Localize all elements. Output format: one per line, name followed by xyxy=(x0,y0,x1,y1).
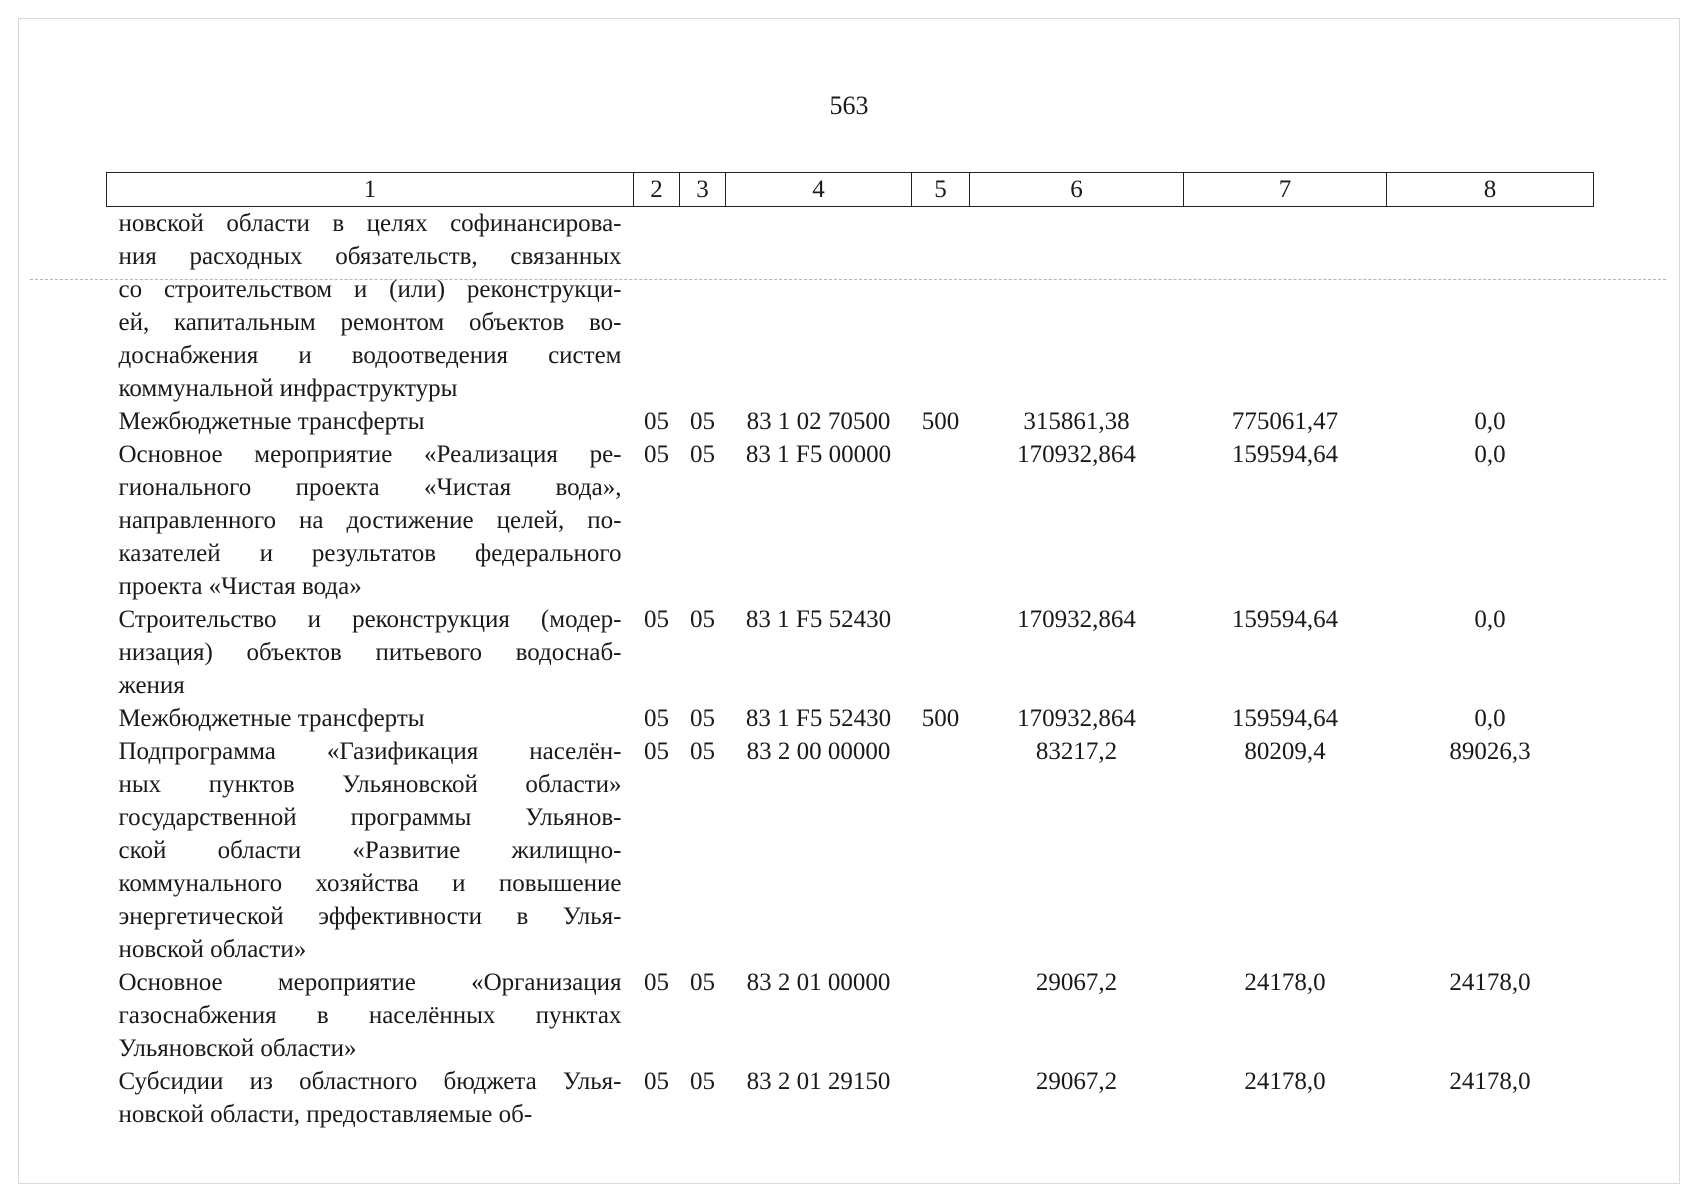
table-row xyxy=(107,966,1594,1065)
row-name-line: ных пунктов Ульяновской области» xyxy=(118,771,622,798)
row-name-line: государственной программы Ульянов- xyxy=(118,804,622,831)
amount-col-7-cell: 159594,64 xyxy=(1231,441,1339,468)
expense-type-cell xyxy=(912,603,970,702)
amount-col-7-cell: 159594,64 xyxy=(1231,606,1339,633)
row-name-line: со строительством и (или) реконструкци- xyxy=(118,276,622,303)
section-code-cell: 05 xyxy=(644,738,669,765)
target-article-cell: 83 2 01 00000 xyxy=(746,969,891,996)
target-article-cell: 83 2 00 00000 xyxy=(746,738,891,765)
table-header-row xyxy=(107,173,1594,207)
amount-col-6-cell: 170932,864 xyxy=(1017,705,1136,732)
table-row xyxy=(107,1065,1594,1131)
table-row xyxy=(107,207,1594,406)
table-row xyxy=(107,405,1594,438)
subsection-code-cell: 05 xyxy=(690,1068,715,1095)
amount-col-8-cell: 0,0 xyxy=(1474,441,1506,468)
amount-col-8-cell: 0,0 xyxy=(1474,408,1506,435)
row-name-cell xyxy=(107,1065,634,1131)
row-name-cell xyxy=(107,603,634,702)
row-name-line: коммунальной инфраструктуры xyxy=(118,375,458,402)
row-name-line: проекта «Чистая вода» xyxy=(118,573,362,600)
row-name-cell xyxy=(107,405,634,438)
subsection-code-cell: 05 xyxy=(690,408,715,435)
target-article-cell: 83 1 F5 52430 xyxy=(745,606,892,633)
target-article-cell: 83 2 01 29150 xyxy=(746,1068,891,1095)
expense-type-cell: 500 xyxy=(921,408,960,435)
table-row xyxy=(107,603,1594,702)
budget-table xyxy=(106,172,1594,1131)
section-code-cell: 05 xyxy=(644,606,669,633)
amount-col-6-cell: 170932,864 xyxy=(1017,606,1136,633)
row-name-line: гионального проекта «Чистая вода», xyxy=(118,474,622,501)
expense-type-cell xyxy=(912,207,970,406)
header-col-2: 2 xyxy=(634,173,680,207)
row-name-line: казателей и результатов федерального xyxy=(118,540,622,567)
row-name-line: Межбюджетные трансферты xyxy=(118,705,425,732)
target-article-cell xyxy=(726,207,912,406)
row-name-line: энергетической эффективности в Улья- xyxy=(118,903,622,930)
row-name-cell xyxy=(107,702,634,735)
row-name-line: Ульяновской области» xyxy=(118,1035,357,1062)
header-col-3: 3 xyxy=(680,173,726,207)
row-name-line: Подпрограмма «Газификация населён- xyxy=(118,738,622,765)
header-col-7: 7 xyxy=(1184,173,1387,207)
amount-col-6-cell: 29067,2 xyxy=(1035,969,1118,996)
row-name-line: ния расходных обязательств, связанных xyxy=(118,243,622,270)
row-name-line: новской области» xyxy=(118,936,307,963)
header-col-4: 4 xyxy=(726,173,912,207)
table-row xyxy=(107,438,1594,603)
section-code-cell: 05 xyxy=(644,1068,669,1095)
expense-type-cell xyxy=(912,438,970,603)
row-name-cell xyxy=(107,207,634,406)
section-code-cell: 05 xyxy=(644,408,669,435)
subsection-code-cell: 05 xyxy=(690,705,715,732)
row-name-line: Межбюджетные трансферты xyxy=(118,408,425,435)
expense-type-cell xyxy=(912,1065,970,1131)
amount-col-6-cell: 315861,38 xyxy=(1023,408,1130,435)
amount-col-8-cell: 24178,0 xyxy=(1449,969,1531,996)
page-number: 563 xyxy=(829,91,869,120)
row-name-line: новской области, предоставляемые об- xyxy=(118,1101,533,1128)
amount-col-8-cell: 0,0 xyxy=(1474,705,1506,732)
row-name-line: ской области «Развитие жилищно- xyxy=(118,837,622,864)
table-row xyxy=(107,702,1594,735)
header-col-6: 6 xyxy=(970,173,1184,207)
section-code-cell: 05 xyxy=(644,705,669,732)
subsection-code-cell: 05 xyxy=(690,441,715,468)
row-name-cell xyxy=(107,735,634,966)
amount-col-6-cell: 29067,2 xyxy=(1035,1068,1118,1095)
subsection-code-cell xyxy=(680,207,726,406)
target-article-cell: 83 1 F5 00000 xyxy=(745,441,892,468)
row-name-line: доснабжения и водоотведения систем xyxy=(118,342,622,369)
amount-col-7-cell: 24178,0 xyxy=(1244,1068,1326,1095)
section-code-cell xyxy=(634,207,680,406)
header-col-5: 5 xyxy=(912,173,970,207)
expense-type-cell: 500 xyxy=(921,705,960,732)
row-name-line: газоснабжения в населённых пунктах xyxy=(118,1002,622,1029)
table-body xyxy=(107,207,1594,1132)
amount-col-7-cell: 775061,47 xyxy=(1231,408,1339,435)
amount-col-8-cell: 89026,3 xyxy=(1449,738,1531,765)
row-name-line: направленного на достижение целей, по- xyxy=(118,507,622,534)
row-name-line: Субсидии из областного бюджета Улья- xyxy=(118,1068,622,1095)
table-row xyxy=(107,735,1594,966)
amount-col-8-cell: 0,0 xyxy=(1474,606,1506,633)
row-name-line: новской области в целях софинансирова- xyxy=(118,210,622,237)
header-col-8: 8 xyxy=(1387,173,1594,207)
amount-col-6-cell: 83217,2 xyxy=(1035,738,1118,765)
expense-type-cell xyxy=(912,735,970,966)
subsection-code-cell: 05 xyxy=(690,969,715,996)
row-name-line: коммунального хозяйства и повышение xyxy=(118,870,622,897)
section-code-cell: 05 xyxy=(644,969,669,996)
amount-col-8-cell xyxy=(1387,207,1594,406)
row-name-line: жения xyxy=(118,672,185,699)
row-name-line: Основное мероприятие «Организация xyxy=(118,969,622,996)
amount-col-7-cell: 24178,0 xyxy=(1244,969,1326,996)
amount-col-7-cell xyxy=(1184,207,1387,406)
amount-col-7-cell: 159594,64 xyxy=(1231,705,1339,732)
row-name-line: Строительство и реконструкция (модер- xyxy=(118,606,622,633)
target-article-cell: 83 1 02 70500 xyxy=(746,408,891,435)
amount-col-6-cell: 170932,864 xyxy=(1017,441,1136,468)
amount-col-6-cell xyxy=(970,207,1184,406)
amount-col-8-cell: 24178,0 xyxy=(1449,1068,1531,1095)
row-name-line: Основное мероприятие «Реализация ре- xyxy=(118,441,622,468)
expense-type-cell xyxy=(912,966,970,1065)
row-name-cell xyxy=(107,966,634,1065)
row-name-line: ей, капитальным ремонтом объектов во- xyxy=(118,309,622,336)
subsection-code-cell: 05 xyxy=(690,606,715,633)
subsection-code-cell: 05 xyxy=(690,738,715,765)
target-article-cell: 83 1 F5 52430 xyxy=(745,705,892,732)
header-col-1: 1 xyxy=(107,173,634,207)
row-name-line: низация) объектов питьевого водоснаб- xyxy=(118,639,622,666)
row-name-cell xyxy=(107,438,634,603)
section-code-cell: 05 xyxy=(644,441,669,468)
amount-col-7-cell: 80209,4 xyxy=(1244,738,1326,765)
